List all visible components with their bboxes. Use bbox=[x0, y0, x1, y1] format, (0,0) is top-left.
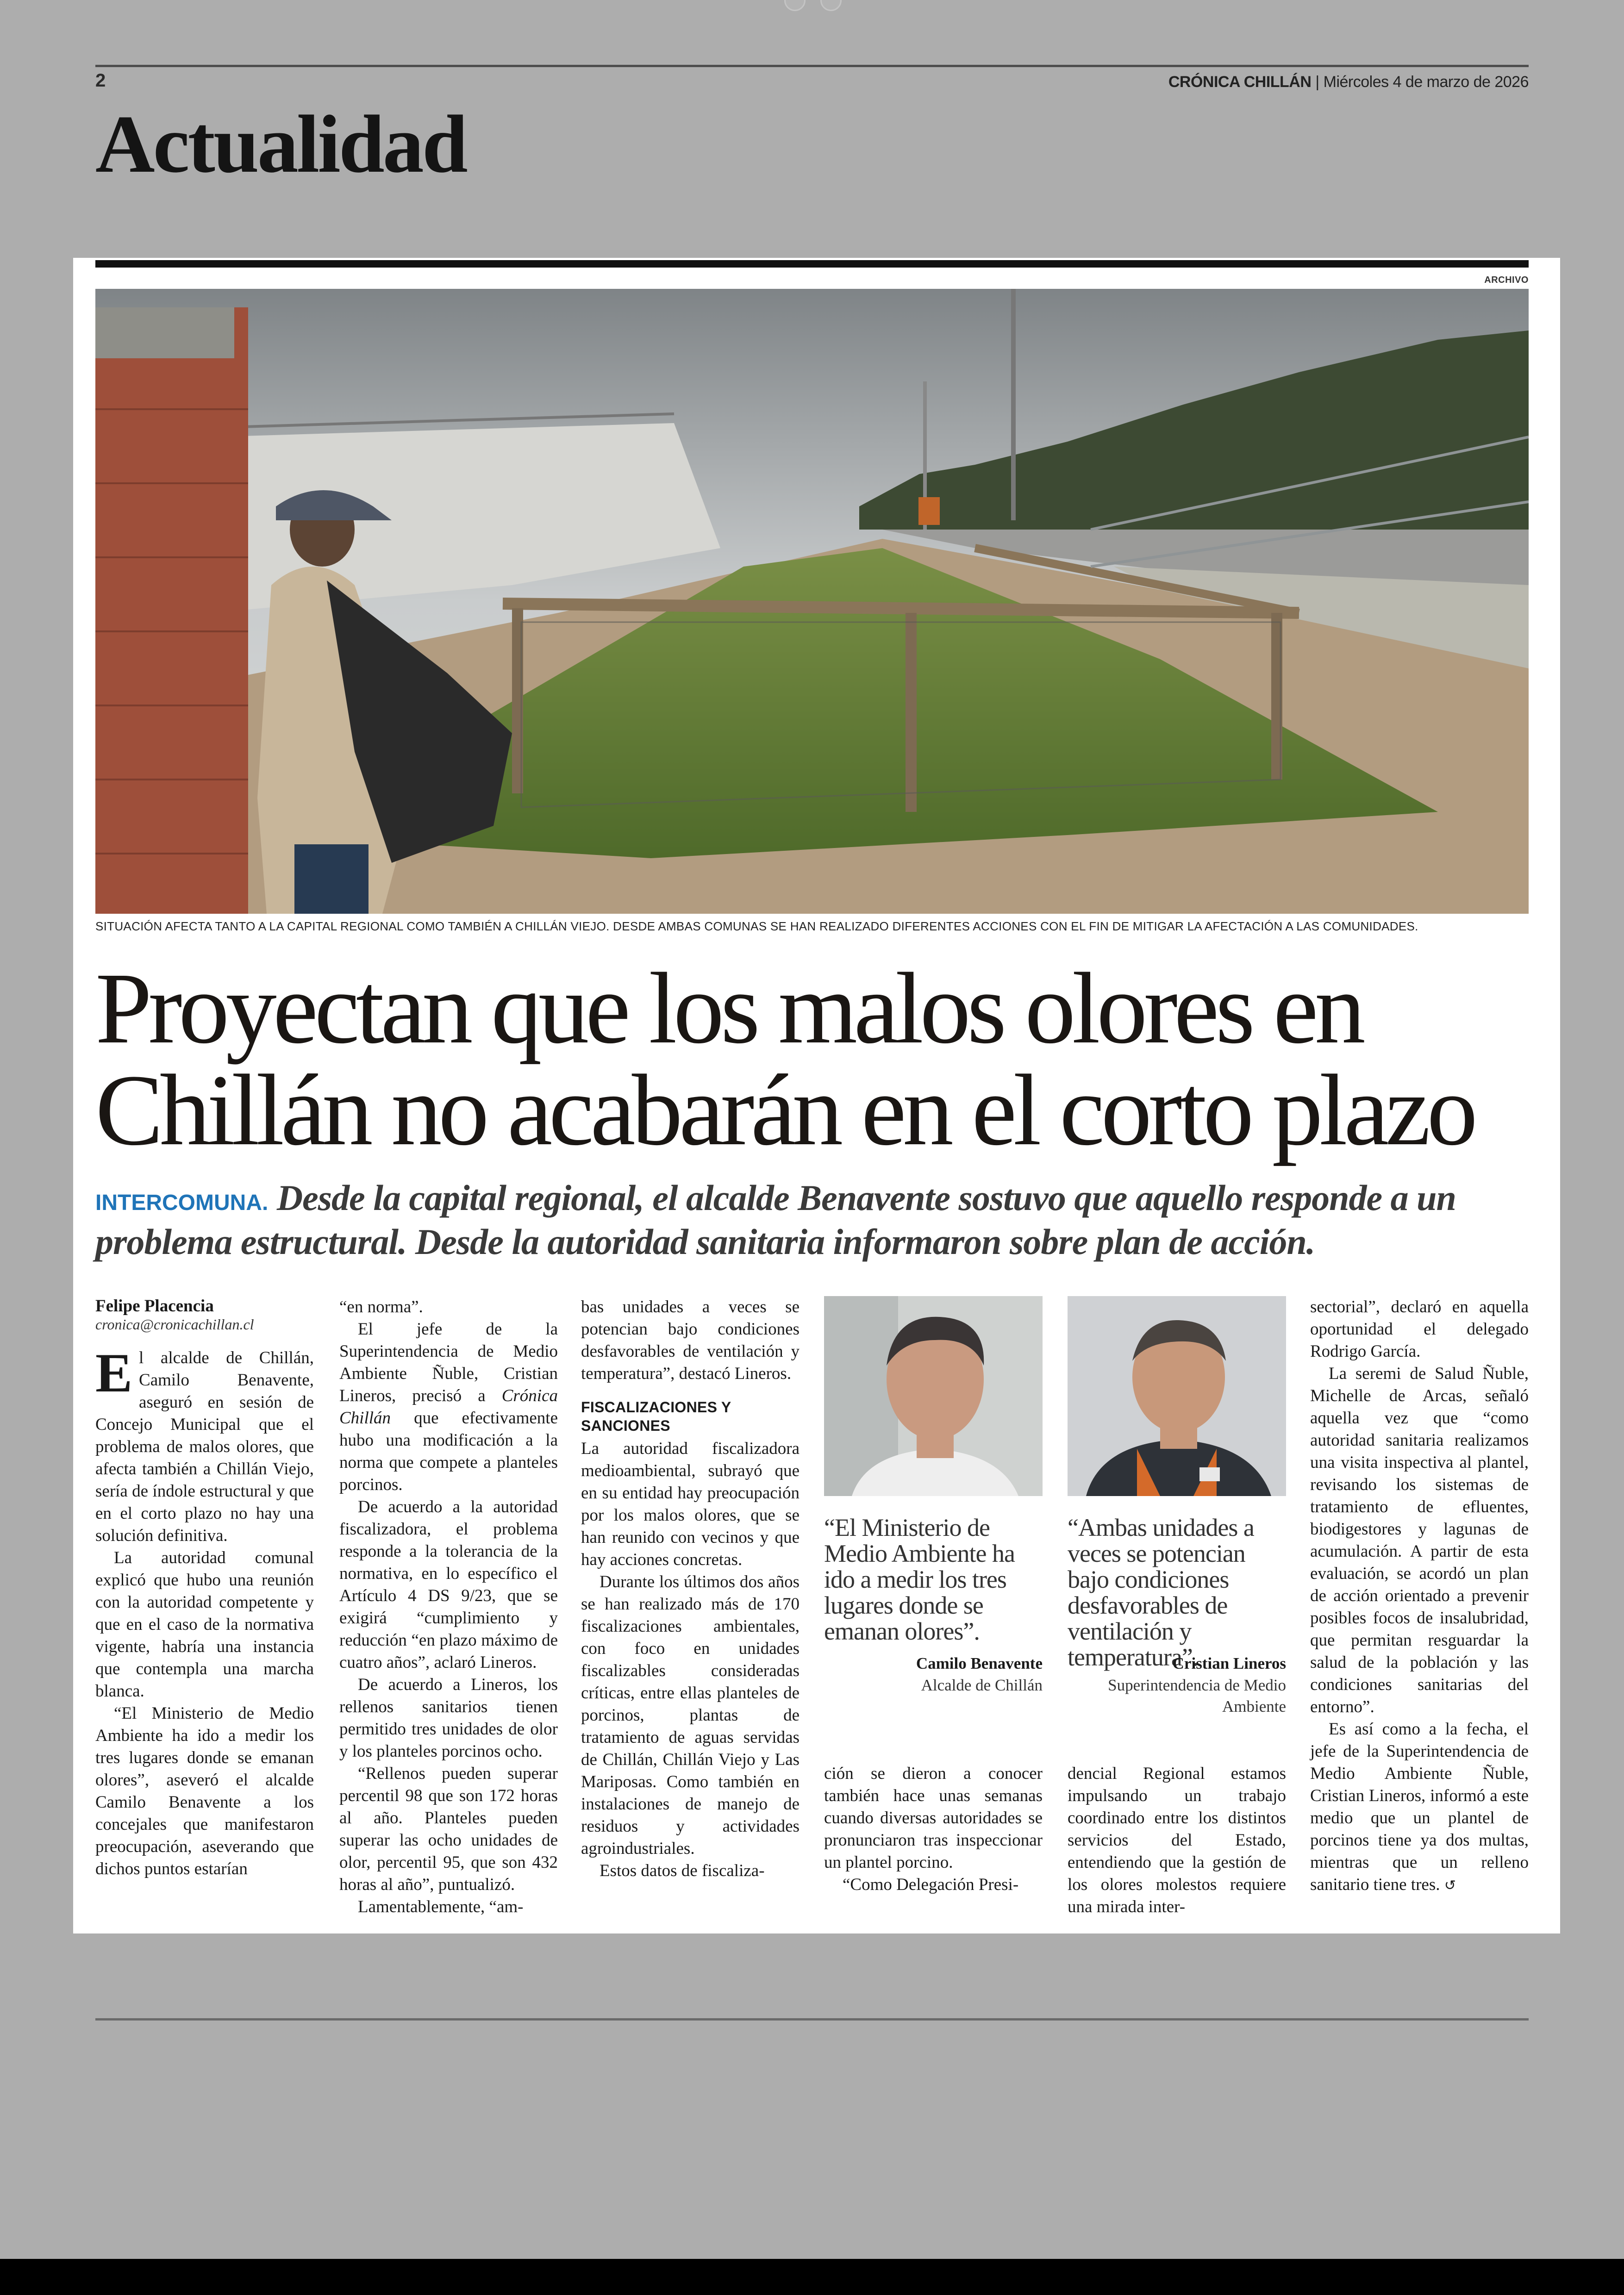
section-title: Actualidad bbox=[95, 98, 466, 190]
paragraph: bas unidades a veces se potencian bajo condiciones desfavorables de ventilación y temperatura”, destacó Lineros. bbox=[581, 1297, 800, 1383]
subheading: FISCALIZACIONES Y SANCIONES bbox=[581, 1399, 731, 1434]
author-name: Felipe Placencia bbox=[95, 1297, 214, 1316]
main-photo bbox=[95, 289, 1529, 914]
paragraph: sectorial”, declaró en aquella oportunidad el delegado Rodrigo García. bbox=[1310, 1297, 1529, 1361]
page-bottom-rule bbox=[95, 2018, 1529, 2021]
column-5 bbox=[1068, 1763, 1286, 1918]
quote-name-lineros: Cristian Lineros bbox=[1172, 1654, 1286, 1672]
paragraph: De acuerdo a Lineros, los rellenos sanitarios tienen permitido tres unidades de olor y los planteles porcinos ocho. bbox=[339, 1675, 558, 1761]
paragraph: Durante los últimos dos años se han realizado más de 170 fiscalizaciones ambientales, con foco en unidades fiscalizables consideradas críticas, entre ellas planteles de porcinos, plantas de tratamiento de aguas servidas de Chillán, Chillán Viejo y Las Mariposas. Como también en instalaciones de manejo de residuos y actividades agroindustriales. bbox=[581, 1572, 800, 1858]
kicker: INTERCOMUNA. bbox=[95, 1191, 269, 1215]
quote-role-benavente: Alcalde de Chillán bbox=[921, 1676, 1043, 1694]
paragraph-text: El jefe de la Superintendencia de Medio Ambiente Ñuble, Cristian Lineros, precisó a bbox=[339, 1320, 558, 1405]
next-page-icon[interactable] bbox=[820, 0, 842, 11]
paragraph: Lamentablemente, “am- bbox=[358, 1897, 524, 1916]
paragraph: De acuerdo a la autoridad fiscalizadora, el problema responde a la tolerancia de la normativa, en lo específico el Artículo 4 DS 9/23, que se exigirá “cumplimiento y reducción “en plazo máximo de cuatro años”, aclaró Lineros. bbox=[339, 1497, 558, 1672]
paragraph bbox=[95, 1342, 314, 1547]
quote-role-lineros: Superintendencia de Medio Ambiente bbox=[1108, 1676, 1286, 1715]
column-2 bbox=[339, 1296, 558, 1918]
publication-name: CRÓNICA CHILLÁN bbox=[1168, 73, 1312, 91]
paragraph: dencial Regional estamos impulsando un trabajo coordinado entre los distintos servicios del Estado, entendiendo que la gestión de los olores molestos requiere una mirada inter- bbox=[1068, 1764, 1286, 1916]
newspaper-name: Crónica Chillán bbox=[339, 1386, 558, 1428]
photo-credit: ARCHIVO bbox=[1484, 275, 1529, 285]
paragraph bbox=[339, 1318, 558, 1496]
deck-text: Desde la capital regional, el alcalde Benavente sostuvo que aquello responde a un problema estructural. Desde la autoridad sanitaria informaron sobre plan de acción. bbox=[95, 1178, 1456, 1262]
deck bbox=[95, 1176, 1529, 1264]
column-4 bbox=[824, 1763, 1043, 1896]
headline-line-2: Chillán no acabarán en el corto plazo bbox=[95, 1054, 1474, 1166]
paragraph-text: que efectivamente hubo una modificación a la norma que compete a planteles porcinos. bbox=[339, 1409, 558, 1494]
paragraph: La autoridad fiscalizadora medioambiental, subrayó que en su entidad hay preocupación por los malos olores, que se han reunido con vecinos y que hay acciones concretas. bbox=[581, 1439, 800, 1569]
prev-page-icon[interactable] bbox=[784, 0, 806, 11]
quote-name-benavente: Camilo Benavente bbox=[916, 1654, 1043, 1672]
author-email: cronica@cronicachillan.cl bbox=[95, 1316, 254, 1333]
portrait-benavente bbox=[824, 1296, 1043, 1496]
paragraph: ción se dieron a conocer también hace unas semanas cuando diversas autoridades se pronunciaron tras inspeccionar un plantel porcino. bbox=[824, 1764, 1043, 1872]
header-rule bbox=[95, 65, 1529, 67]
end-mark-icon: ↺ bbox=[1444, 1877, 1456, 1894]
page-number: 2 bbox=[95, 70, 106, 91]
paragraph bbox=[1310, 1718, 1529, 1897]
paragraph: “El Ministerio de Medio Ambiente ha ido a medir los tres lugares donde se emanan olores”, aseveró el alcalde Camilo Benavente a los concejales que manifestaron preocupación, aseverando que dichos puntos estarían bbox=[95, 1704, 314, 1878]
pull-quote-lineros: “Ambas unidades a veces se potencian bajo condiciones desfavorables de ventilación y temperatura”. bbox=[1068, 1514, 1254, 1671]
viewer-bottom-bar bbox=[0, 2259, 1624, 2295]
column-6 bbox=[1310, 1296, 1529, 1897]
paragraph: “Rellenos pueden superar percentil 98 que son 172 horas al año. Planteles pueden superar las ocho unidades de olor, percentil 95, que son 432 horas al año”, puntualizó. bbox=[339, 1764, 558, 1894]
paragraph-text: l alcalde de Chillán, Camilo Benavente, aseguró en sesión de Concejo Municipal que el problema de malos olores, que afecta también a Chillán Viejo, sería de índole estructural y que en el corto plazo no hay una solución definitiva. bbox=[95, 1348, 314, 1545]
publication-info: CRÓNICA CHILLÁN | Miércoles 4 de marzo de 2026 bbox=[1168, 73, 1529, 91]
paragraph: Estos datos de fiscaliza- bbox=[600, 1861, 765, 1880]
paragraph: “en norma”. bbox=[339, 1297, 423, 1316]
drop-cap: E bbox=[95, 1342, 133, 1403]
column-1 bbox=[95, 1296, 314, 1880]
publication-date: Miércoles 4 de marzo de 2026 bbox=[1323, 73, 1529, 91]
column-3 bbox=[581, 1296, 800, 1882]
headline-line-1: Proyectan que los malos olores en bbox=[95, 952, 1362, 1065]
paragraph-text: Es así como a la fecha, el jefe de la Superintendencia de Medio Ambiente Ñuble, Cristian Lineros, informó a este medio que un plantel de porcinos tiene ya dos multas, mientras que un relleno sanitario tiene tres. bbox=[1310, 1720, 1529, 1894]
pull-quote-benavente: “El Ministerio de Medio Ambiente ha ido a medir los tres lugares donde se emanan olores”. bbox=[824, 1514, 1015, 1645]
headline bbox=[95, 952, 1540, 1166]
paragraph: La autoridad comunal explicó que hubo una reunión con la autoridad competente y que en el caso de la normativa vigente, habría una instancia que contempla una marcha blanca. bbox=[95, 1548, 314, 1701]
article-top-bar bbox=[95, 260, 1529, 268]
paragraph: La seremi de Salud Ñuble, Michelle de Arcas, señaló aquella vez que “como autoridad sanitaria realizamos una visita inspectiva al plantel, revisando los sistemas de tratamiento de efluentes, biodigestores y lagunas de acumulación. A partir de esta evaluación, se acordó un plan de acción orientado a prevenir posibles focos de insalubridad, que permitan resguardar la salud de la población y las condiciones sanitarias del entorno”. bbox=[1310, 1364, 1529, 1716]
portrait-lineros bbox=[1068, 1296, 1286, 1496]
paragraph: “Como Delegación Presi- bbox=[843, 1875, 1019, 1894]
photo-caption: SITUACIÓN AFECTA TANTO A LA CAPITAL REGIONAL COMO TAMBIÉN A CHILLÁN VIEJO. DESDE AMBAS COMUNAS SE HAN REALIZADO DIFERENTES ACCIONES CON EL FIN DE MITIGAR LA AFECTACIÓN A LAS COMUNIDADES. bbox=[95, 919, 1418, 933]
